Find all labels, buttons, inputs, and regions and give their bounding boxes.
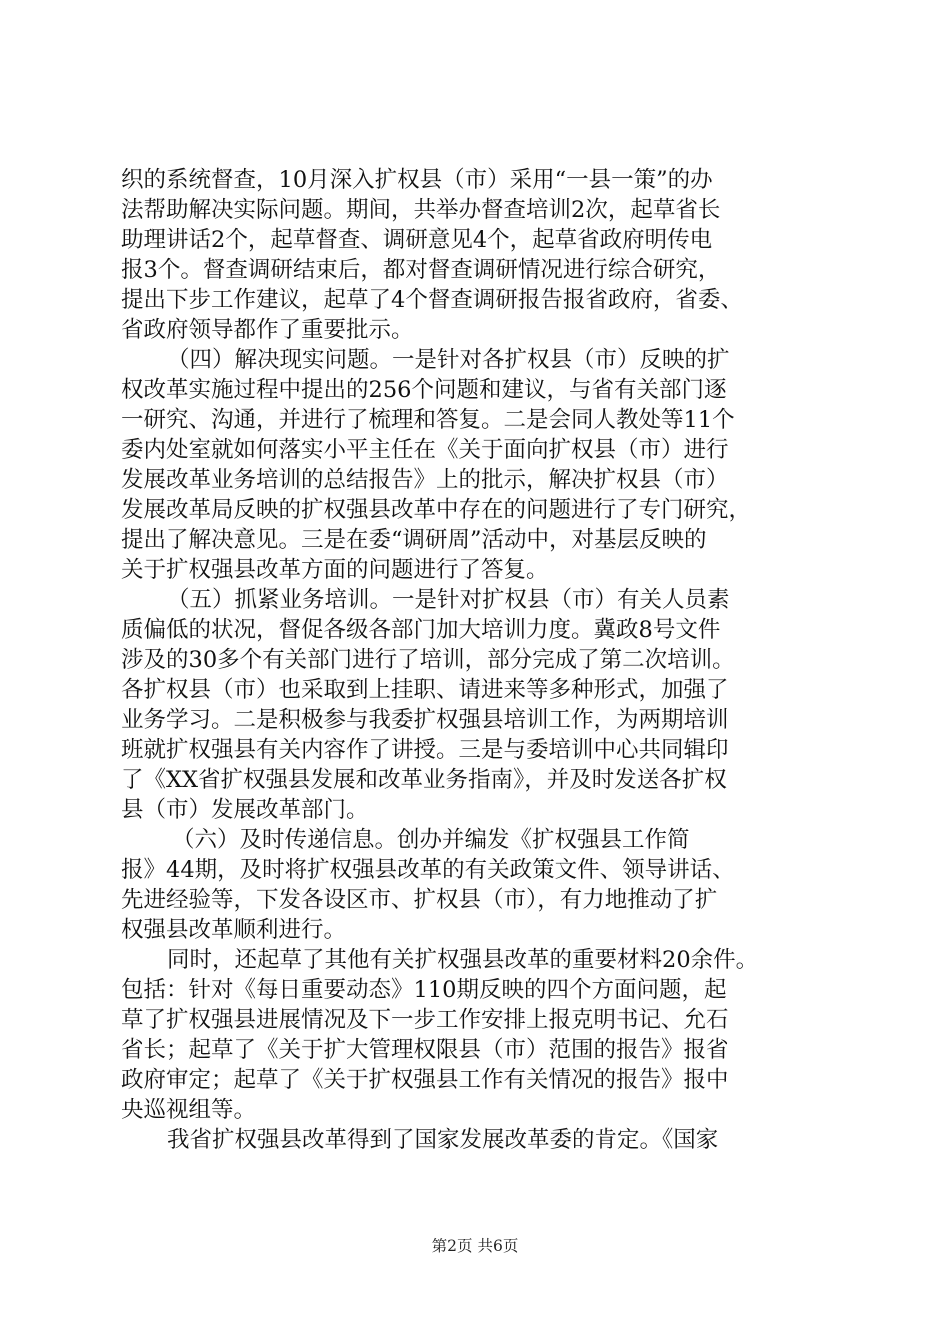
text-line: （五）抓紧业务培训。一是针对扩权县（市）有关人员素 (167, 587, 730, 613)
text-line: 各扩权县（市）也采取到上挂职、请进来等多种形式，加强了 (121, 677, 729, 703)
text-line: 业务学习。二是积极参与我委扩权强县培训工作，为两期培训 (121, 707, 729, 733)
text-line: 报》44期，及时将扩权强县改革的有关政策文件、领导讲话、 (121, 857, 735, 883)
text-line: 一研究、沟通，并进行了梳理和答复。二是会同人教处等11个 (121, 407, 735, 433)
text-line: 权改革实施过程中提出的256个问题和建议，与省有关部门逐 (121, 377, 727, 403)
text-line: （六）及时传递信息。创办并编发《扩权强县工作简 (172, 827, 690, 853)
text-line: 织的系统督查，10月深入扩权县（市）采用“一县一策”的办 (121, 167, 713, 193)
text-line: （四）解决现实问题。一是针对各扩权县（市）反映的扩 (167, 347, 730, 373)
text-line: 报3个。督查调研结束后，都对督查调研情况进行综合研究， (121, 257, 721, 283)
text-line: 班就扩权强县有关内容作了讲授。三是与委培训中心共同辑印 (121, 737, 729, 763)
text-line: 省政府领导都作了重要批示。 (121, 317, 414, 343)
text-line: 包括：针对《每日重要动态》110期反映的四个方面问题，起 (121, 977, 727, 1003)
text-line: 我省扩权强县改革得到了国家发展改革委的肯定。《国家 (167, 1127, 719, 1153)
text-line: 政府审定；起草了《关于扩权强县工作有关情况的报告》报中 (121, 1067, 729, 1093)
text-line: 发展改革局反映的扩权强县改革中存在的问题进行了专门研究， (121, 497, 752, 523)
text-line: 草了扩权强县进展情况及下一步工作安排上报克明书记、允石 (121, 1007, 729, 1033)
text-line: 法帮助解决实际问题。期间，共举办督查培训2次，起草省长 (121, 197, 721, 223)
text-line: 先进经验等，下发各设区市、扩权县（市），有力地推动了扩 (121, 887, 718, 913)
text-line: 关于扩权强县改革方面的问题进行了答复。 (121, 557, 549, 583)
text-line: 县（市）发展改革部门。 (121, 797, 369, 823)
text-line: 发展改革业务培训的总结报告》上的批示，解决扩权县（市） (121, 467, 729, 493)
text-line: 委内处室就如何落实小平主任在《关于面向扩权县（市）进行 (121, 437, 729, 463)
text-line: 质偏低的状况，督促各级各部门加大培训力度。冀政8号文件 (121, 617, 721, 643)
text-line: 同时，还起草了其他有关扩权强县改革的重要材料20余件。 (167, 947, 759, 973)
text-line: 助理讲话2个，起草督查、调研意见4个，起草省政府明传电 (121, 227, 713, 253)
text-line: 省长；起草了《关于扩大管理权限县（市）范围的报告》报省 (121, 1037, 729, 1063)
text-line: 权强县改革顺利进行。 (121, 917, 347, 943)
text-line: 涉及的30多个有关部门进行了培训，部分完成了第二次培训。 (121, 647, 735, 673)
text-line: 提出下步工作建议，起草了4个督查调研报告报省政府，省委、 (121, 287, 743, 313)
text-line: 央巡视组等。 (121, 1097, 257, 1123)
page-footer: 第2页 共6页 (431, 1237, 519, 1255)
text-line: 了《XX省扩权强县发展和改革业务指南》，并及时发送各扩权 (121, 767, 727, 793)
text-line: 提出了解决意见。三是在委“调研周”活动中，对基层反映的 (121, 527, 707, 553)
